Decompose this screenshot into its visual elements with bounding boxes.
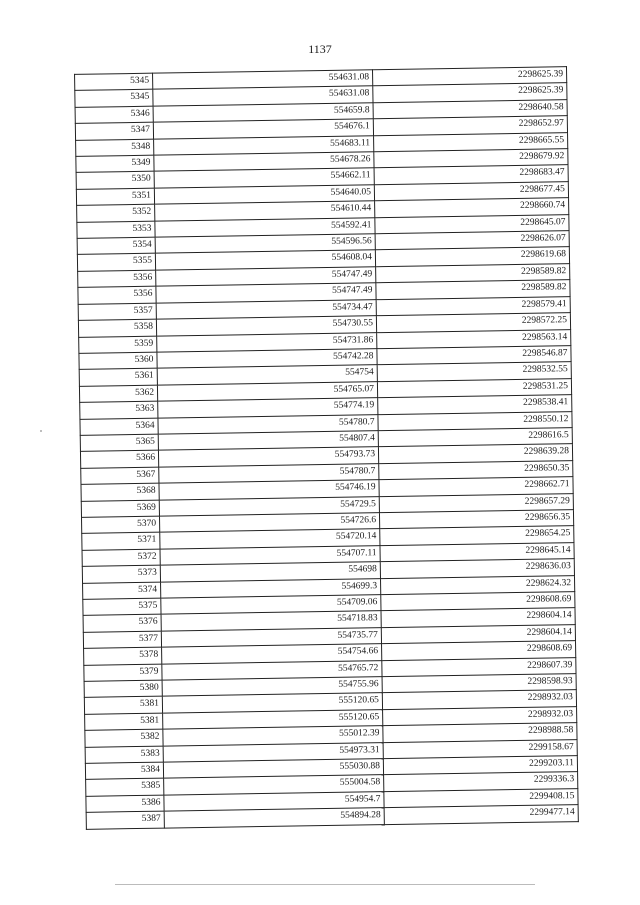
y-coordinate-cell: 2298636.03: [380, 559, 574, 578]
y-coordinate-cell: 2298550.12: [378, 411, 572, 430]
y-coordinate-cell: 2298608.69: [382, 641, 576, 660]
y-coordinate-cell: 2298604.14: [381, 608, 575, 627]
point-id-cell: 5380: [84, 680, 162, 698]
y-coordinate-cell: 2298579.41: [376, 296, 570, 315]
y-coordinate-cell: 2299336.3: [384, 772, 578, 791]
point-id-cell: 5349: [76, 155, 154, 173]
x-coordinate-cell: 554596.56: [155, 234, 375, 254]
point-id-cell: 5360: [79, 352, 157, 370]
y-coordinate-cell: 2298932.03: [383, 706, 577, 725]
x-coordinate-cell: 554631.08: [153, 70, 373, 90]
y-coordinate-cell: 2298650.35: [379, 460, 573, 479]
y-coordinate-cell: 2298598.93: [382, 674, 576, 693]
y-coordinate-cell: 2298608.69: [381, 592, 575, 611]
point-id-cell: 5369: [81, 500, 159, 518]
coordinate-table: [74, 66, 578, 838]
point-id-cell: 5371: [82, 532, 160, 550]
x-coordinate-cell: 554659.8: [153, 103, 373, 123]
y-coordinate-cell: 2298604.14: [381, 624, 575, 643]
point-id-cell: 5376: [83, 615, 161, 633]
y-coordinate-cell: 2298656.35: [379, 510, 573, 529]
point-id-cell: 5383: [85, 746, 163, 764]
point-id-cell: 5355: [77, 254, 155, 272]
point-id-cell: 5350: [76, 172, 154, 190]
y-coordinate-cell: 2298645.07: [375, 214, 569, 233]
x-coordinate-cell: 554610.44: [155, 201, 375, 221]
x-coordinate-cell: 554793.73: [158, 447, 378, 467]
point-id-cell: 5385: [86, 779, 164, 797]
x-coordinate-cell: 554592.41: [155, 217, 375, 237]
point-id-cell: 5372: [82, 549, 160, 567]
y-coordinate-cell: 2298988.58: [383, 723, 577, 742]
y-coordinate-cell: 2298538.41: [378, 395, 572, 414]
page-number: 1137: [308, 42, 332, 56]
y-coordinate-cell: 2298639.28: [378, 444, 572, 463]
x-coordinate-cell: 554678.26: [154, 152, 374, 172]
x-coordinate-cell: 554765.72: [162, 660, 382, 680]
y-coordinate-cell: 2298532.55: [377, 362, 571, 381]
bottom-rule: [115, 884, 535, 885]
x-coordinate-cell: 554734.47: [156, 299, 376, 319]
point-id-cell: 5382: [85, 729, 163, 747]
y-coordinate-cell: 2298624.32: [380, 575, 574, 594]
y-coordinate-cell: 2298589.82: [376, 264, 570, 283]
x-coordinate-cell: 554774.19: [158, 398, 378, 418]
x-coordinate-cell: 554742.28: [157, 349, 377, 369]
y-coordinate-cell: 2298619.68: [375, 247, 569, 266]
x-coordinate-cell: 554730.55: [156, 316, 376, 336]
point-id-cell: 5377: [83, 631, 161, 649]
x-coordinate-cell: 555120.65: [162, 693, 382, 713]
x-coordinate-cell: 554894.28: [164, 808, 384, 828]
point-id-cell: 5378: [84, 647, 162, 665]
y-coordinate-cell: 2298662.71: [379, 477, 573, 496]
y-coordinate-cell: 2298683.47: [374, 165, 568, 184]
y-coordinate-cell: 2298645.14: [380, 542, 574, 561]
point-id-cell: 5347: [75, 122, 153, 140]
point-id-cell: 5367: [81, 467, 159, 485]
point-id-cell: 5368: [81, 483, 159, 501]
x-coordinate-cell: 554755.96: [162, 677, 382, 697]
point-id-cell: 5386: [86, 795, 164, 813]
x-coordinate-cell: 554608.04: [155, 250, 375, 270]
point-id-cell: 5366: [80, 450, 158, 468]
x-coordinate-cell: 554707.11: [160, 545, 380, 565]
point-id-cell: 5387: [86, 811, 164, 829]
x-coordinate-cell: 554709.06: [161, 595, 381, 615]
y-coordinate-cell: 2298563.14: [377, 329, 571, 348]
x-coordinate-cell: 554735.77: [161, 627, 381, 647]
x-coordinate-cell: 554683.11: [154, 135, 374, 155]
point-id-cell: 5354: [77, 237, 155, 255]
point-id-cell: 5345: [75, 90, 153, 108]
x-coordinate-cell: 554973.31: [163, 742, 383, 762]
x-coordinate-cell: 554747.49: [156, 283, 376, 303]
x-coordinate-cell: 554729.5: [159, 496, 379, 516]
y-coordinate-cell: 2298531.25: [377, 378, 571, 397]
x-coordinate-cell: 554765.07: [157, 381, 377, 401]
x-coordinate-cell: 554807.4: [158, 431, 378, 451]
x-coordinate-cell: 554640.05: [154, 185, 374, 205]
y-coordinate-cell: 2298660.74: [375, 198, 569, 217]
point-id-cell: 5353: [77, 221, 155, 239]
x-coordinate-cell: 554747.49: [156, 267, 376, 287]
x-coordinate-cell: 554746.19: [159, 480, 379, 500]
point-id-cell: 5357: [78, 303, 156, 321]
y-coordinate-cell: 2298625.39: [373, 67, 567, 86]
x-coordinate-cell: 554718.83: [161, 611, 381, 631]
x-coordinate-cell: 554754: [157, 365, 377, 385]
y-coordinate-cell: 2298546.87: [377, 346, 571, 365]
y-coordinate-cell: 2298654.25: [380, 526, 574, 545]
y-coordinate-cell: 2298679.92: [374, 149, 568, 168]
point-id-cell: 5356: [78, 270, 156, 288]
point-id-cell: 5358: [78, 319, 156, 337]
point-id-cell: 5364: [80, 418, 158, 436]
point-id-cell: 5379: [84, 664, 162, 682]
x-coordinate-cell: 554699.3: [161, 578, 381, 598]
x-coordinate-cell: 554676.1: [153, 119, 373, 139]
point-id-cell: 5373: [82, 565, 160, 583]
y-coordinate-cell: 2298652.97: [373, 116, 567, 135]
x-coordinate-cell: 554662.11: [154, 168, 374, 188]
point-id-cell: 5352: [77, 204, 155, 222]
point-id-cell: 5365: [80, 434, 158, 452]
y-coordinate-cell: 2298589.82: [376, 280, 570, 299]
x-coordinate-cell: 554754.66: [162, 644, 382, 664]
x-coordinate-cell: 554631.08: [153, 86, 373, 106]
x-coordinate-cell: 555004.58: [164, 775, 384, 795]
x-coordinate-cell: 555030.88: [163, 759, 383, 779]
y-coordinate-cell: 2298607.39: [382, 657, 576, 676]
point-id-cell: 5381: [85, 713, 163, 731]
point-id-cell: 5359: [79, 336, 157, 354]
y-coordinate-cell: 2298640.58: [373, 99, 567, 118]
x-coordinate-cell: 554954.7: [164, 792, 384, 812]
y-coordinate-cell: 2298665.55: [374, 132, 568, 151]
x-coordinate-cell: 554726.6: [159, 513, 379, 533]
y-coordinate-cell: 2298616.5: [378, 428, 572, 447]
scan-speck: [40, 430, 42, 432]
y-coordinate-cell: 2298626.07: [375, 231, 569, 250]
y-coordinate-cell: 2298657.29: [379, 493, 573, 512]
coordinate-table-body: [75, 67, 579, 829]
point-id-cell: 5374: [83, 582, 161, 600]
point-id-cell: 5356: [78, 286, 156, 304]
point-id-cell: 5363: [80, 401, 158, 419]
y-coordinate-cell: 2298625.39: [373, 83, 567, 102]
point-id-cell: 5384: [85, 762, 163, 780]
y-coordinate-cell: 2298572.25: [376, 313, 570, 332]
point-id-cell: 5361: [79, 368, 157, 386]
point-id-cell: 5362: [79, 385, 157, 403]
point-id-cell: 5370: [81, 516, 159, 534]
y-coordinate-cell: 2298677.45: [374, 182, 568, 201]
point-id-cell: 5345: [75, 73, 153, 91]
x-coordinate-cell: 555120.65: [163, 709, 383, 729]
y-coordinate-cell: 2298932.03: [382, 690, 576, 709]
y-coordinate-cell: 2299203.11: [383, 756, 577, 775]
y-coordinate-cell: 2299158.67: [383, 739, 577, 758]
y-coordinate-cell: 2299408.15: [384, 788, 578, 807]
point-id-cell: 5375: [83, 598, 161, 616]
point-id-cell: 5381: [84, 697, 162, 715]
point-id-cell: 5348: [76, 139, 154, 157]
point-id-cell: 5351: [76, 188, 154, 206]
y-coordinate-cell: 2299477.14: [384, 805, 578, 824]
x-coordinate-cell: 554698: [160, 562, 380, 582]
x-coordinate-cell: 554780.7: [159, 463, 379, 483]
point-id-cell: 5346: [75, 106, 153, 124]
x-coordinate-cell: 554731.86: [157, 332, 377, 352]
x-coordinate-cell: 555012.39: [163, 726, 383, 746]
x-coordinate-cell: 554720.14: [160, 529, 380, 549]
x-coordinate-cell: 554780.7: [158, 414, 378, 434]
